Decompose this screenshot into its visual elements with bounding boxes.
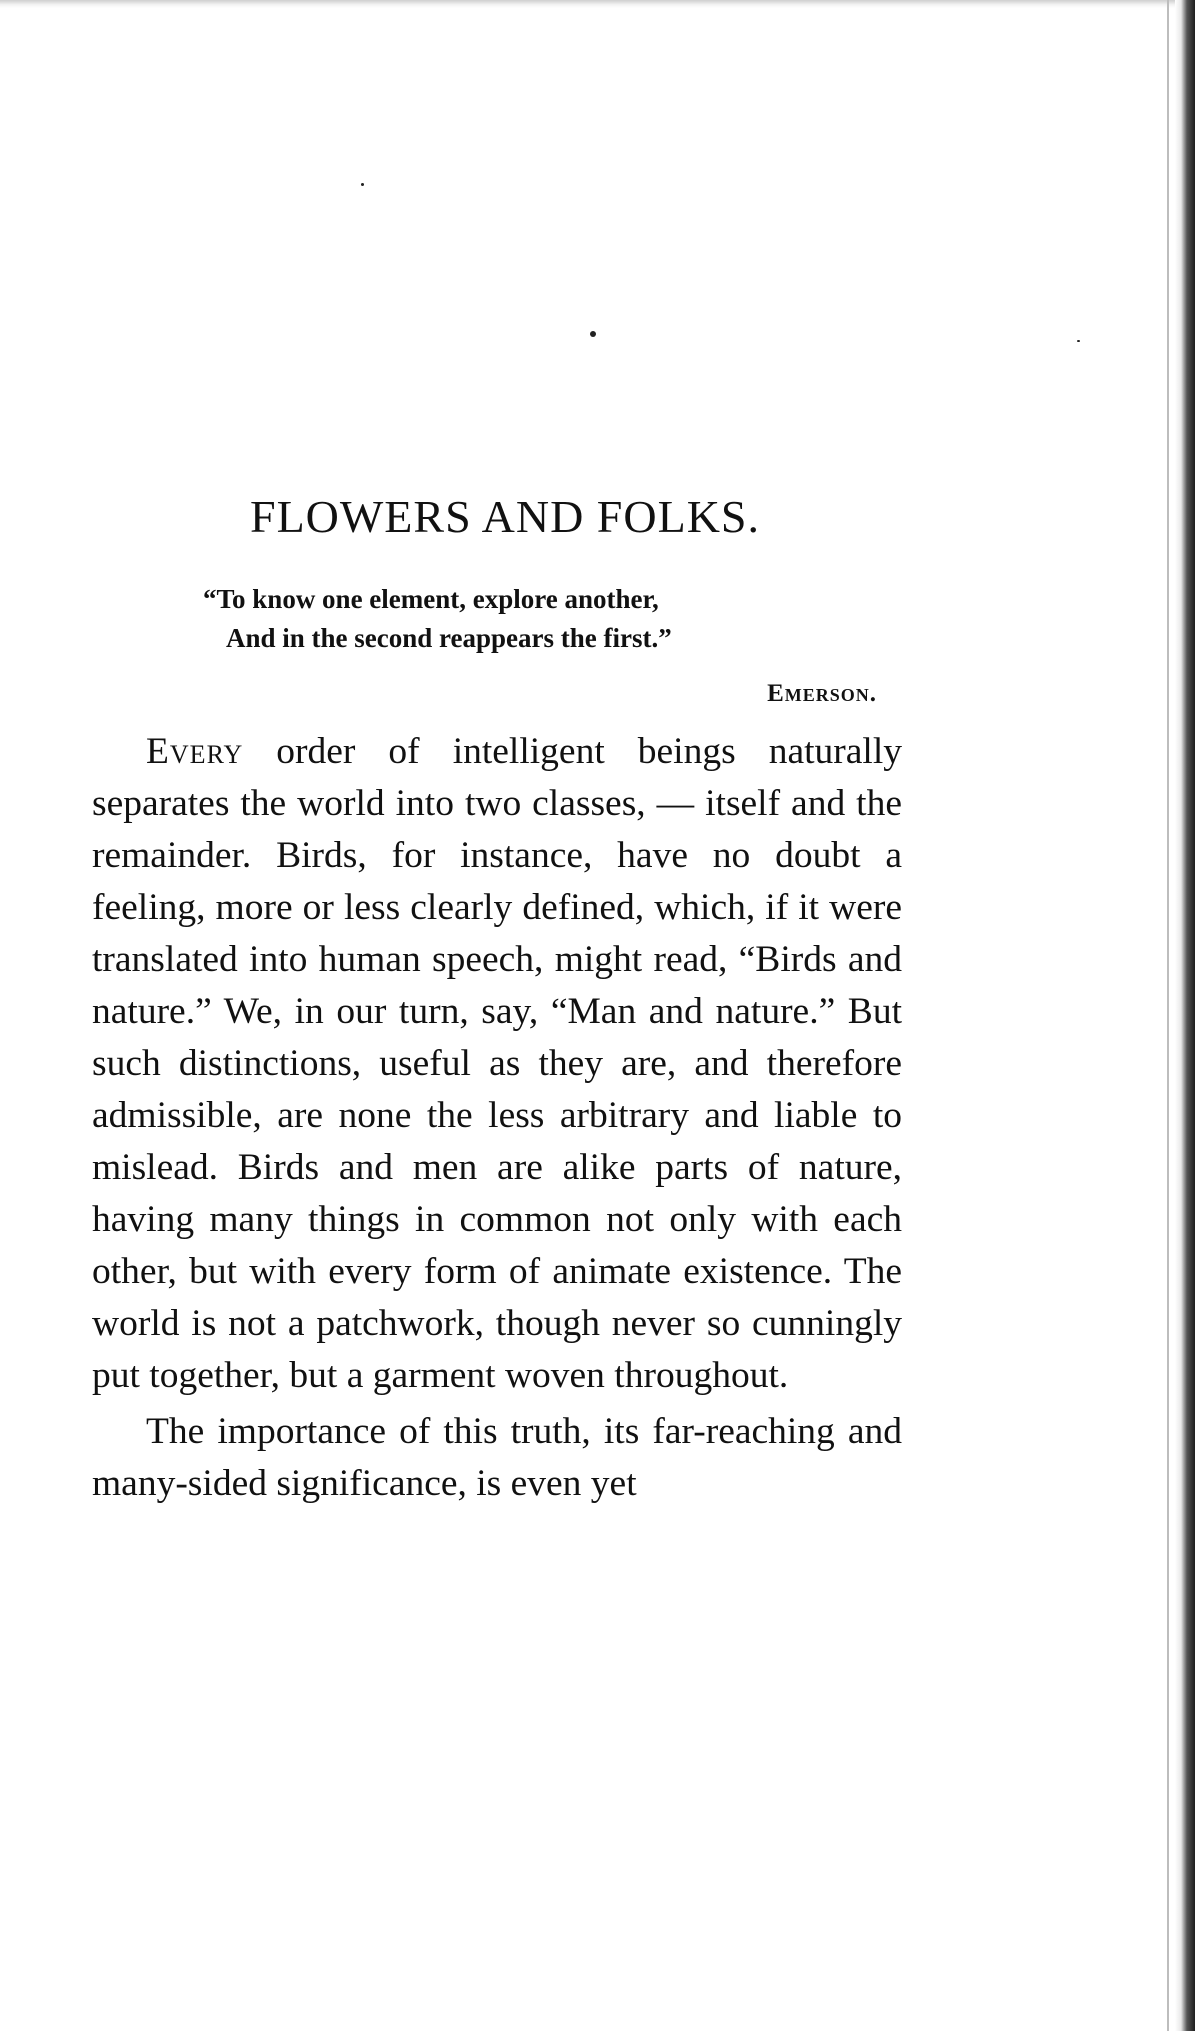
paragraph-lead-word: Every <box>146 731 244 772</box>
epigraph-line-1: “To know one element, explore another, <box>203 584 659 614</box>
page-fold-line <box>1167 0 1169 2031</box>
paragraph-text: The importance of this truth, its far-reaching and many-sided significance, is even yet <box>92 1411 902 1504</box>
paragraph-2 <box>92 1406 902 1510</box>
chapter-title: FLOWERS AND FOLKS. <box>249 491 760 542</box>
page-right-edge <box>1175 0 1195 2031</box>
ink-speck <box>1077 340 1080 342</box>
paragraph-1 <box>92 726 902 1402</box>
epigraph-author: Emerson. <box>767 680 877 707</box>
epigraph <box>203 580 903 707</box>
epigraph-line-2: And in the second reappears the first.” <box>226 623 672 653</box>
body-text <box>92 726 902 1510</box>
ink-speck <box>590 331 596 337</box>
paragraph-text: order of intelligent beings naturally separates the world into two classes, — itself and the remainder. Birds, for instance, have no doubt a feeling, more or less clearly defined, which, if it were translated into human speech, might read, “Birds and nature.” We, in our turn, say, “Man and nature.” But such distinctions, useful as they are, and therefore admissible, are none the less arbitrary and liable to mislead. Birds and men are alike parts of nature, having many things in common not only with each other, but with every form of animate existence. The world is not a patchwork, though never so cunningly put together, but a garment woven throughout. <box>92 731 902 1396</box>
ink-speck <box>361 183 364 186</box>
page-top-edge <box>0 0 1195 8</box>
